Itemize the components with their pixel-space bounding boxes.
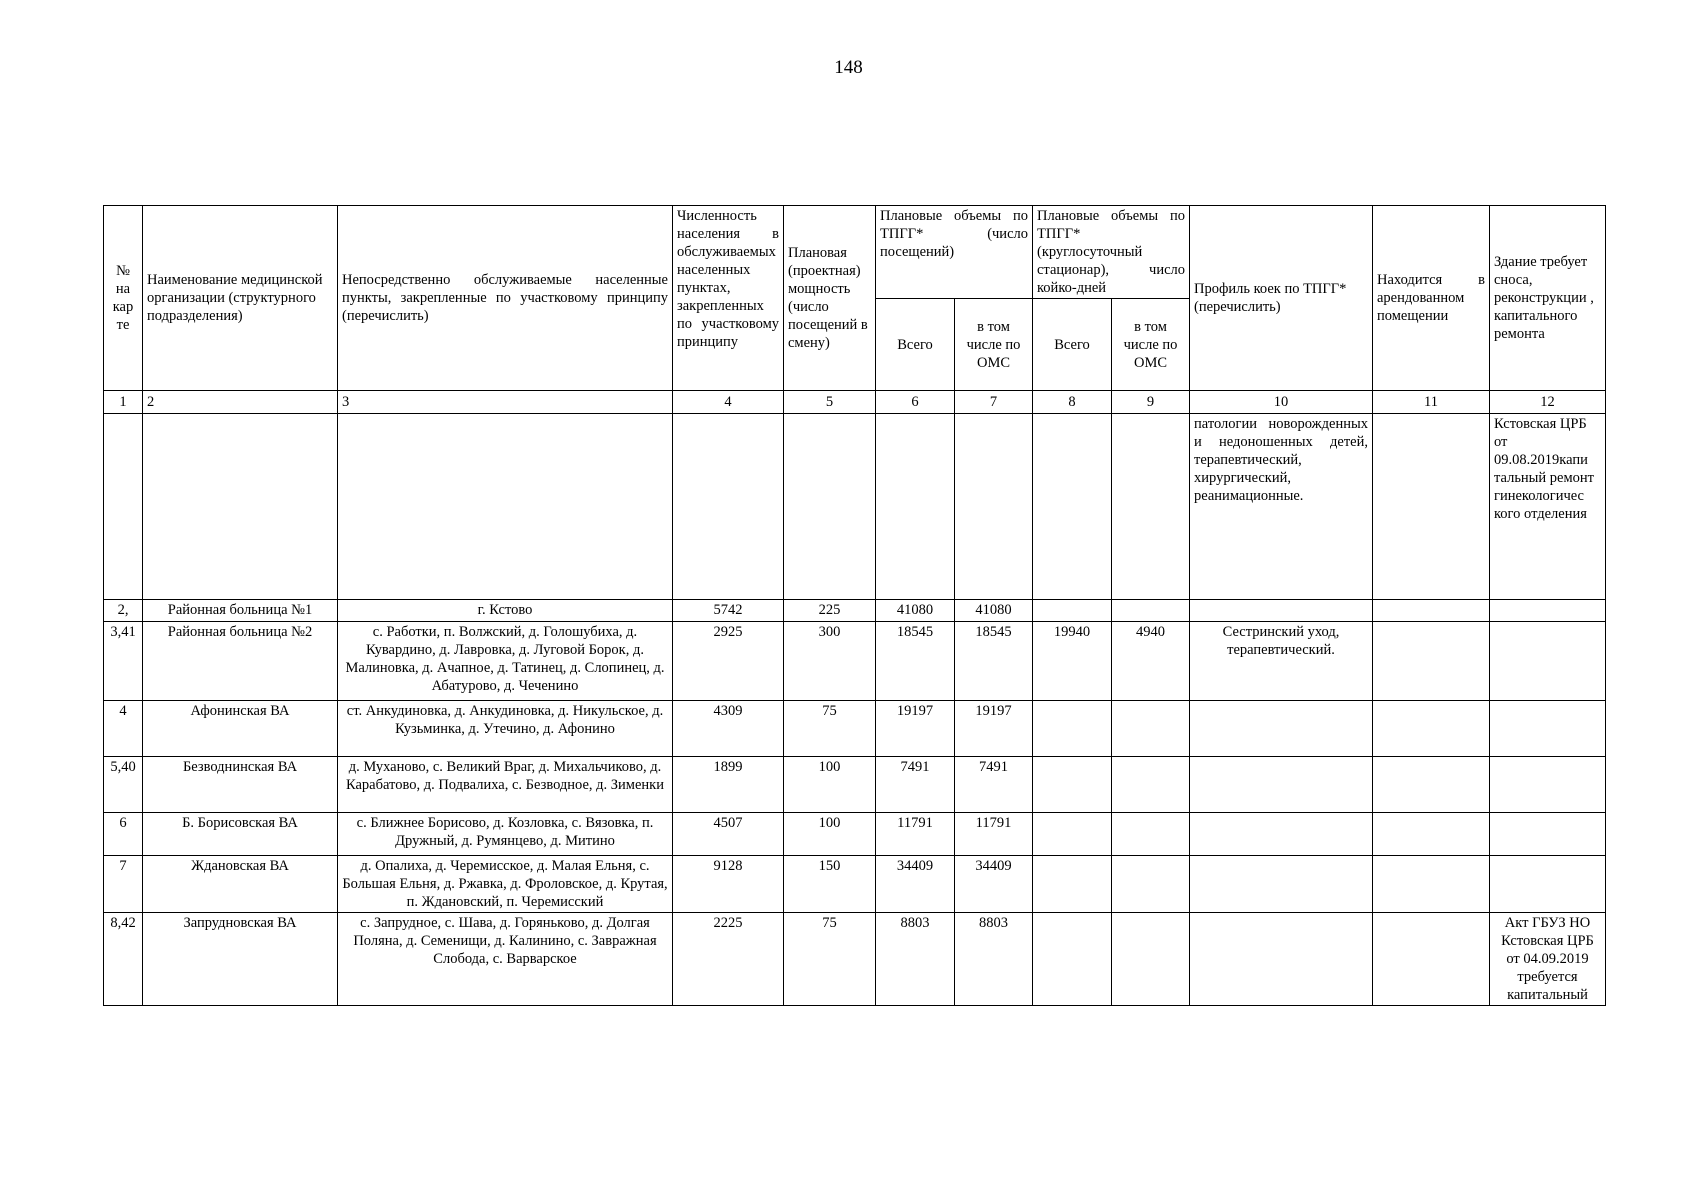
population-cell: 1899 bbox=[673, 757, 784, 813]
visits-total-cell: 7491 bbox=[876, 757, 955, 813]
header-planned-visits: Плановые объемы по ТПГГ* (число посещений) bbox=[876, 206, 1033, 299]
visits-total-cell: 34409 bbox=[876, 856, 955, 913]
header-beds-oms: в том числе по ОМС bbox=[1112, 299, 1190, 391]
visits-total-cell: 41080 bbox=[876, 600, 955, 622]
organization-name-cell: Районная больница №1 bbox=[143, 600, 338, 622]
population-cell: 4309 bbox=[673, 701, 784, 757]
capacity-cell: 75 bbox=[784, 913, 876, 1006]
column-number: 7 bbox=[955, 391, 1033, 414]
settlements-cell: г. Кстово bbox=[338, 600, 673, 622]
building-condition-cell bbox=[1490, 813, 1606, 856]
capacity-cell: 300 bbox=[784, 622, 876, 701]
header-map-number: № на кар те bbox=[104, 206, 143, 391]
header-rented-premises: Находится в арендованном помещении bbox=[1373, 206, 1490, 391]
header-served-settlements: Непосредственно обслуживаемые населенные пункты, закрепленные по участковому принципу (перечислить) bbox=[338, 206, 673, 391]
population-cell: 9128 bbox=[673, 856, 784, 913]
visits-oms-cell: 18545 bbox=[955, 622, 1033, 701]
bed-profile-cell: патологии новорожденных и недоношенных детей, терапевтический, хирургический, реанимационные. bbox=[1190, 414, 1373, 600]
page-number: 148 bbox=[834, 57, 863, 78]
map-number-cell: 4 bbox=[104, 701, 143, 757]
continuation-row bbox=[104, 414, 1606, 600]
population-cell: 2225 bbox=[673, 913, 784, 1006]
population-cell: 2925 bbox=[673, 622, 784, 701]
header-bed-profile: Профиль коек по ТПГГ* (перечислить) bbox=[1190, 206, 1373, 391]
header-row bbox=[104, 206, 1606, 299]
building-condition-cell bbox=[1490, 600, 1606, 622]
building-condition-cell bbox=[1490, 701, 1606, 757]
table-row bbox=[104, 701, 1606, 757]
capacity-cell: 100 bbox=[784, 813, 876, 856]
beds-total-cell: 19940 bbox=[1033, 622, 1112, 701]
capacity-cell: 75 bbox=[784, 701, 876, 757]
bed-profile-cell bbox=[1190, 856, 1373, 913]
column-number: 12 bbox=[1490, 391, 1606, 414]
settlements-cell: д. Опалиха, д. Черемисское, д. Малая Ельня, с. Большая Ельня, д. Ржавка, д. Фроловское, д. Крутая, п. Ждановский, п. Черемисский bbox=[338, 856, 673, 913]
beds-oms-cell bbox=[1112, 701, 1190, 757]
column-number: 9 bbox=[1112, 391, 1190, 414]
settlements-cell: д. Муханово, с. Великий Враг, д. Михальчиково, д. Карабатово, д. Подвалиха, с. Безводное, д. Зименки bbox=[338, 757, 673, 813]
table-row bbox=[104, 913, 1606, 1006]
column-number: 2 bbox=[143, 391, 338, 414]
organization-name-cell: Афонинская ВА bbox=[143, 701, 338, 757]
rented-cell bbox=[1373, 913, 1490, 1006]
header-visits-oms: в том числе по ОМС bbox=[955, 299, 1033, 391]
bed-profile-cell bbox=[1190, 701, 1373, 757]
map-number-cell: 6 bbox=[104, 813, 143, 856]
organization-name-cell: Безводнинская ВА bbox=[143, 757, 338, 813]
beds-oms-cell bbox=[1112, 856, 1190, 913]
visits-total-cell: 11791 bbox=[876, 813, 955, 856]
header-beds-total: Всего bbox=[1033, 299, 1112, 391]
map-number-cell: 3,41 bbox=[104, 622, 143, 701]
organization-name-cell: Запрудновская ВА bbox=[143, 913, 338, 1006]
beds-total-cell bbox=[1033, 913, 1112, 1006]
beds-oms-cell: 4940 bbox=[1112, 622, 1190, 701]
organization-name-cell: Б. Борисовская ВА bbox=[143, 813, 338, 856]
rented-cell bbox=[1373, 757, 1490, 813]
visits-oms-cell: 11791 bbox=[955, 813, 1033, 856]
settlements-cell: ст. Анкудиновка, д. Анкудиновка, д. Никульское, д. Кузьминка, д. Утечино, д. Афонино bbox=[338, 701, 673, 757]
bed-profile-cell bbox=[1190, 600, 1373, 622]
bed-profile-cell bbox=[1190, 757, 1373, 813]
building-condition-cell bbox=[1490, 856, 1606, 913]
bed-profile-cell bbox=[1190, 913, 1373, 1006]
column-number: 5 bbox=[784, 391, 876, 414]
map-number-cell: 5,40 bbox=[104, 757, 143, 813]
header-organization-name: Наименование медицинской организации (структурного подразделения) bbox=[143, 206, 338, 391]
visits-total-cell: 18545 bbox=[876, 622, 955, 701]
capacity-cell: 150 bbox=[784, 856, 876, 913]
rented-cell bbox=[1373, 813, 1490, 856]
bed-profile-cell: Сестринский уход, терапевтический. bbox=[1190, 622, 1373, 701]
settlements-cell: с. Работки, п. Волжский, д. Голошубиха, д. Кувардино, д. Лавровка, д. Луговой Борок, д. Малиновка, д. Ачапное, д. Татинец, д. Слопинец, д. Абатурово, д. Чеченино bbox=[338, 622, 673, 701]
population-cell: 5742 bbox=[673, 600, 784, 622]
column-number-row bbox=[104, 391, 1606, 414]
beds-total-cell bbox=[1033, 600, 1112, 622]
column-number: 1 bbox=[104, 391, 143, 414]
beds-total-cell bbox=[1033, 813, 1112, 856]
visits-oms-cell: 19197 bbox=[955, 701, 1033, 757]
building-condition-cell: Кстовская ЦРБ от 09.08.2019капи тальный ремонт гинекологичес кого отделения bbox=[1490, 414, 1606, 600]
organization-name-cell: Ждановская ВА bbox=[143, 856, 338, 913]
table-row bbox=[104, 622, 1606, 701]
visits-oms-cell: 7491 bbox=[955, 757, 1033, 813]
rented-cell bbox=[1373, 701, 1490, 757]
beds-oms-cell bbox=[1112, 600, 1190, 622]
header-visits-total: Всего bbox=[876, 299, 955, 391]
capacity-cell: 100 bbox=[784, 757, 876, 813]
population-cell: 4507 bbox=[673, 813, 784, 856]
beds-oms-cell bbox=[1112, 913, 1190, 1006]
rented-cell bbox=[1373, 600, 1490, 622]
settlements-cell: с. Ближнее Борисово, д. Козловка, с. Вязовка, п. Дружный, д. Румянцево, д. Митино bbox=[338, 813, 673, 856]
building-condition-cell bbox=[1490, 757, 1606, 813]
building-condition-cell: Акт ГБУЗ НО Кстовская ЦРБ от 04.09.2019 требуется капитальный bbox=[1490, 913, 1606, 1006]
rented-cell bbox=[1373, 622, 1490, 701]
visits-total-cell: 8803 bbox=[876, 913, 955, 1006]
header-population: Численность населения в обслуживаемых населенных пунктах, закрепленных по участковому принципу bbox=[673, 206, 784, 391]
beds-oms-cell bbox=[1112, 813, 1190, 856]
column-number: 8 bbox=[1033, 391, 1112, 414]
column-number: 4 bbox=[673, 391, 784, 414]
table-row bbox=[104, 856, 1606, 913]
building-condition-cell bbox=[1490, 622, 1606, 701]
medical-organizations-table bbox=[103, 205, 1606, 1006]
column-number: 10 bbox=[1190, 391, 1373, 414]
map-number-cell: 2, bbox=[104, 600, 143, 622]
capacity-cell: 225 bbox=[784, 600, 876, 622]
rented-cell bbox=[1373, 856, 1490, 913]
column-number: 6 bbox=[876, 391, 955, 414]
visits-oms-cell: 34409 bbox=[955, 856, 1033, 913]
column-number: 11 bbox=[1373, 391, 1490, 414]
bed-profile-cell bbox=[1190, 813, 1373, 856]
beds-total-cell bbox=[1033, 856, 1112, 913]
map-number-cell: 8,42 bbox=[104, 913, 143, 1006]
beds-total-cell bbox=[1033, 757, 1112, 813]
visits-total-cell: 19197 bbox=[876, 701, 955, 757]
table-row bbox=[104, 600, 1606, 622]
beds-total-cell bbox=[1033, 701, 1112, 757]
column-number: 3 bbox=[338, 391, 673, 414]
header-planned-capacity: Плановая (проектная) мощность (число посещений в смену) bbox=[784, 206, 876, 391]
table-row bbox=[104, 813, 1606, 856]
organization-name-cell: Районная больница №2 bbox=[143, 622, 338, 701]
settlements-cell: с. Запрудное, с. Шава, д. Горяньково, д. Долгая Поляна, д. Семенищи, д. Калинино, с. Завражная Слобода, с. Варварское bbox=[338, 913, 673, 1006]
table-row bbox=[104, 757, 1606, 813]
visits-oms-cell: 41080 bbox=[955, 600, 1033, 622]
header-planned-bed-days: Плановые объемы по ТПГГ* (круглосуточный стационар), число койко-дней bbox=[1033, 206, 1190, 299]
header-building-condition: Здание требует сноса, реконструкции , капитального ремонта bbox=[1490, 206, 1606, 391]
visits-oms-cell: 8803 bbox=[955, 913, 1033, 1006]
beds-oms-cell bbox=[1112, 757, 1190, 813]
map-number-cell: 7 bbox=[104, 856, 143, 913]
